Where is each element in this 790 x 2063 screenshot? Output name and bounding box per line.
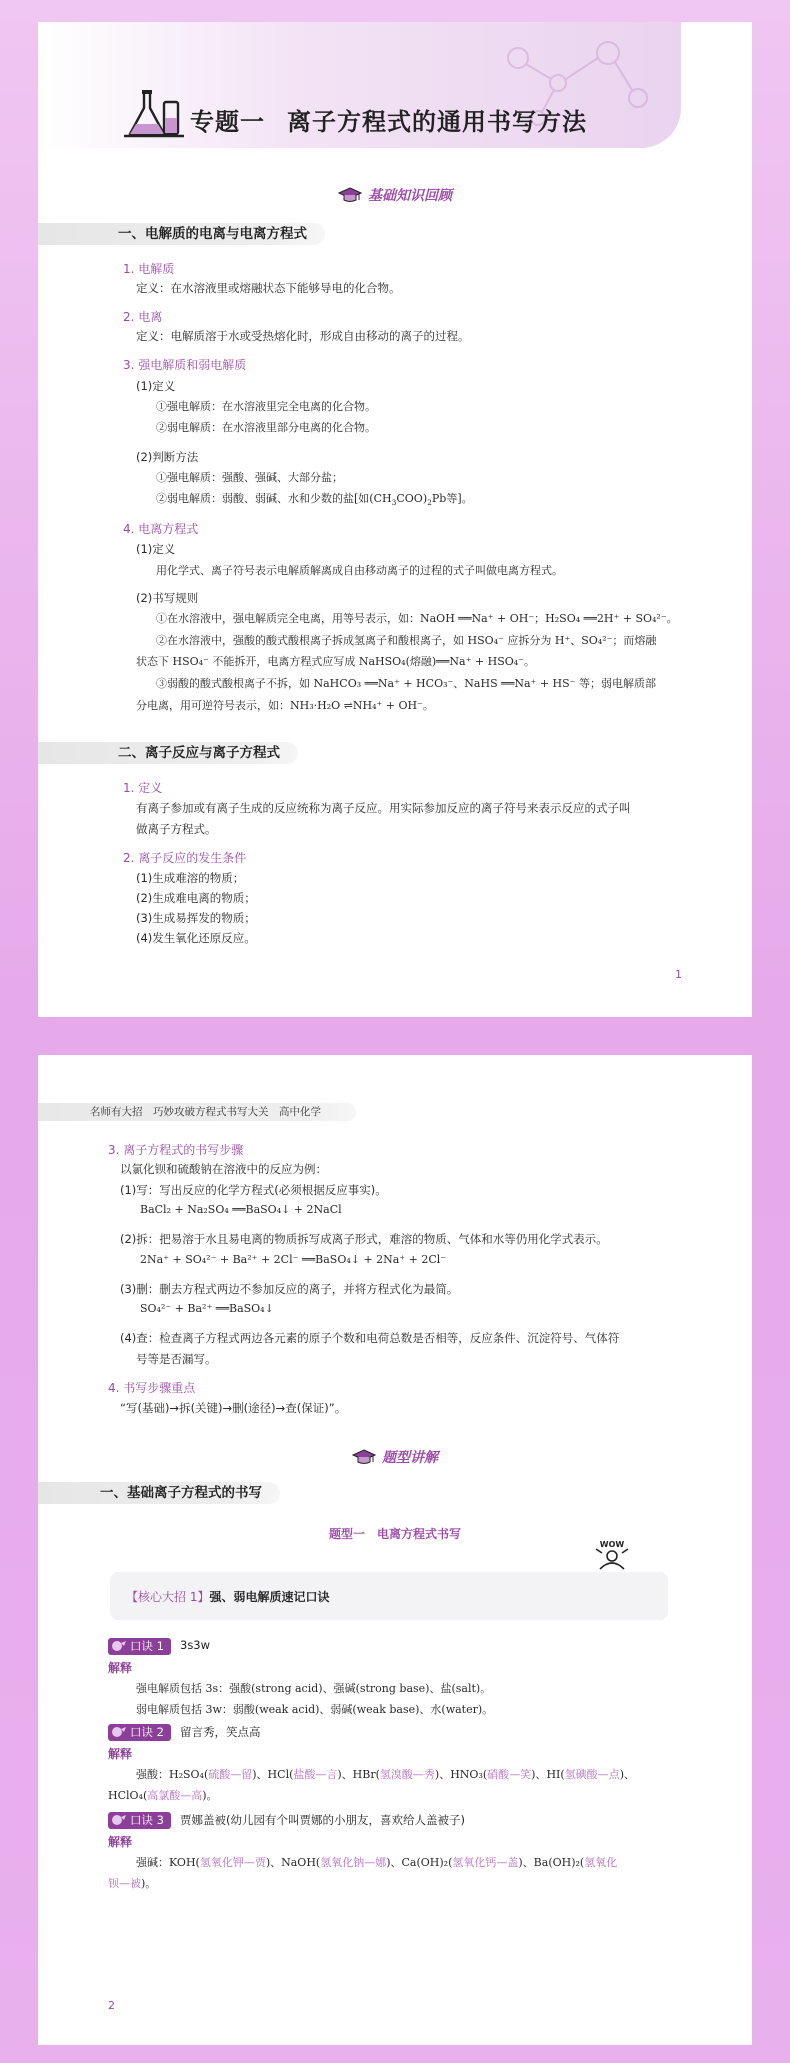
speech-icon: [111, 1813, 127, 1827]
graduation-cap-icon: [338, 187, 362, 203]
mnemonic-badge-1: 口诀 1: [108, 1638, 171, 1655]
text-rule-3b: 分电离，用可逆符号表示，如：NH₃·H₂O ⇌NH₄⁺ + OH⁻。: [136, 699, 434, 712]
mnemonic-text-2: 留言秀，笑点高: [180, 1725, 261, 1739]
text-strong-judge: ①强电解质：强酸、强碱、大部分盐；: [156, 471, 343, 484]
page-2: [38, 1055, 752, 2045]
heading-strong-weak: 3. 强电解质和弱电解质: [123, 358, 247, 372]
core-tip-label: 【核心大招 1】强、弱电解质速记口诀: [126, 1590, 330, 1604]
text-step-check-b: 号等是否漏写。: [136, 1352, 217, 1366]
speech-icon: [111, 1639, 127, 1653]
text-ionization-def: 定义：电解质溶于水或受热熔化时，形成自由移动的离子的过程。: [136, 329, 470, 343]
list-item: (1)生成难溶的物质；: [136, 871, 245, 885]
text-step-split: (2)拆：把易溶于水且易电离的物质拆写成离子形式，难溶的物质、气体和水等仍用化学式表示。: [120, 1232, 608, 1246]
equation-write: BaCl₂ + Na₂SO₄ ══BaSO₄↓ + 2NaCl: [140, 1203, 342, 1216]
text-rule-label: (2)书写规则: [136, 591, 199, 605]
list-item: (2)生成难电离的物质；: [136, 891, 256, 905]
speech-icon: [111, 1725, 127, 1739]
heading-reaction-def: 1. 定义: [123, 781, 163, 795]
explain-strong: 强电解质包括 3s：强酸(strong acid)、强碱(strong base)、盐(salt)。: [136, 1682, 492, 1695]
wow-label: WOW: [599, 1540, 625, 1549]
section-review-title: 基础知识回顾: [38, 185, 752, 205]
text-weak-judge: ②弱电解质：弱酸、弱碱、水和少数的盐[如$(CH_3COO)_2Pb$等]。: [156, 492, 473, 508]
text-step-delete: (3)删：删去方程式两边不参加反应的离子，并将方程式化为最简。: [120, 1282, 459, 1296]
text-judge-label: (2)判断方法: [136, 450, 199, 464]
heading-ionization-equation: 4. 电离方程式: [123, 522, 199, 536]
explain-weak: 弱电解质包括 3w：弱酸(weak acid)、弱碱(weak base)、水(water)。: [136, 1703, 494, 1716]
text-step-check-a: (4)查：检查离子方程式两边各元素的原子个数和电荷总数是否相等，反应条件、沉淀符号、气体符: [120, 1331, 620, 1345]
text-weak-def: ②弱电解质：在水溶液里部分电离的化合物。: [156, 421, 376, 434]
text-def-label-2: (1)定义: [136, 542, 176, 556]
equation-split: 2Na⁺ + SO₄²⁻ + Ba²⁺ + 2Cl⁻ ══BaSO₄↓ + 2Na⁺ + 2Cl⁻: [140, 1253, 447, 1266]
text-reaction-def-a: 有离子参加或有离子生成的反应统称为离子反应。用实际参加反应的离子符号来表示反应的式子叫: [136, 801, 631, 815]
heading-electrolyte-def: 1. 电解质: [123, 262, 175, 276]
text-key-points: “写(基础)→拆(关键)→删(途径)→查(保证)”。: [120, 1401, 347, 1415]
text-reaction-def-b: 做离子方程式。: [136, 822, 217, 836]
explain-strong-acids-b: HClO₄(高氯酸—高)。: [108, 1789, 218, 1802]
mnemonic-text-3: 贾娜盖被(幼儿园有个叫贾娜的小朋友，喜欢给人盖被子): [180, 1813, 465, 1827]
explain-strong-bases-a: 强碱：KOH(氢氧化钾—贾)、NaOH(氢氧化钠—娜)、Ca(OH)₂(氢氧化钙—盖)、Ba(OH)₂(氢氧化: [136, 1856, 618, 1869]
equation-delete: SO₄²⁻ + Ba²⁺ ══BaSO₄↓: [140, 1302, 274, 1315]
page-title: 专题一 离子方程式的通用书写方法: [190, 108, 587, 136]
core-tip-box: [110, 1572, 668, 1620]
text-electrolyte-def: 定义：在水溶液里或熔融状态下能够导电的化合物。: [136, 281, 401, 295]
section-types-title: 题型讲解: [38, 1447, 752, 1467]
page-number: 2: [108, 1999, 115, 2012]
heading-reaction-conditions: 2. 离子反应的发生条件: [123, 851, 247, 865]
explain-label: 解释: [108, 1661, 133, 1675]
graduation-cap-icon: [352, 1449, 376, 1465]
flask-icon: [124, 84, 186, 140]
heading-writing-steps: 3. 离子方程式的书写步骤: [108, 1143, 244, 1157]
text-steps-intro: 以氯化钡和硫酸钠在溶液中的反应为例：: [120, 1162, 327, 1176]
heading-basic-equations: 一、基础离子方程式的书写: [38, 1482, 280, 1504]
explain-label: 解释: [108, 1835, 133, 1849]
running-head: 名师有大招 巧妙攻破方程式书写大关 高中化学: [38, 1103, 356, 1121]
explain-strong-acids-a: 强酸：H₂SO₄(硫酸—留)、HCl(盐酸—言)、HBr(氢溴酸—秀)、HNO₃(硝酸—笑)、HI(氢碘酸—点)、: [136, 1768, 635, 1781]
text-rule-2b: 状态下 HSO₄⁻ 不能拆开，电离方程式应写成 NaHSO₄(熔融)══Na⁺ + HSO₄⁻。: [136, 655, 535, 668]
text-equation-def: 用化学式、离子符号表示电解质解离成自由移动离子的过程的式子叫做电离方程式。: [156, 564, 563, 577]
page-number: 1: [675, 968, 682, 981]
explain-label: 解释: [108, 1747, 133, 1761]
type-title: 题型一 电离方程式书写: [328, 1527, 461, 1541]
page-1: [38, 22, 752, 1017]
heading-ionization: 2. 电离: [123, 310, 163, 324]
mnemonic-badge-3: 口诀 3: [108, 1812, 171, 1829]
mnemonic-text-1: 3s3w: [180, 1638, 211, 1652]
heading-key-points: 4. 书写步骤重点: [108, 1381, 196, 1395]
text-strong-def: ①强电解质：在水溶液里完全电离的化合物。: [156, 400, 376, 413]
text-rule-3a: ③弱酸的酸式酸根离子不拆，如 NaHCO₃ ══Na⁺ + HCO₃⁻、NaHS ══Na⁺ + HS⁻ 等；弱电解质部: [156, 677, 656, 690]
list-item: (3)生成易挥发的物质；: [136, 911, 256, 925]
text-rule-2a: ②在水溶液中，强酸的酸式酸根离子拆成氢离子和酸根离子，如 HSO₄⁻ 应拆分为 H⁺、SO₄²⁻；而熔融: [156, 634, 657, 647]
heading-reaction: 二、离子反应与离子方程式: [38, 742, 298, 764]
wow-icon: [590, 1537, 634, 1573]
mnemonic-badge-2: 口诀 2: [108, 1724, 171, 1741]
text-step-write: (1)写：写出反应的化学方程式(必须根据反应事实)。: [120, 1183, 387, 1197]
heading-electrolyte: 一、电解质的电离与电离方程式: [38, 223, 325, 245]
list-item: (4)发生氧化还原反应。: [136, 931, 256, 945]
text-def-label: (1)定义: [136, 379, 176, 393]
explain-strong-bases-b: 钡—被)。: [108, 1877, 157, 1890]
text-rule-1: ①在水溶液中，强电解质完全电离，用等号表示，如：NaOH ══Na⁺ + OH⁻；H₂SO₄ ══2H⁺ + SO₄²⁻。: [156, 612, 678, 625]
